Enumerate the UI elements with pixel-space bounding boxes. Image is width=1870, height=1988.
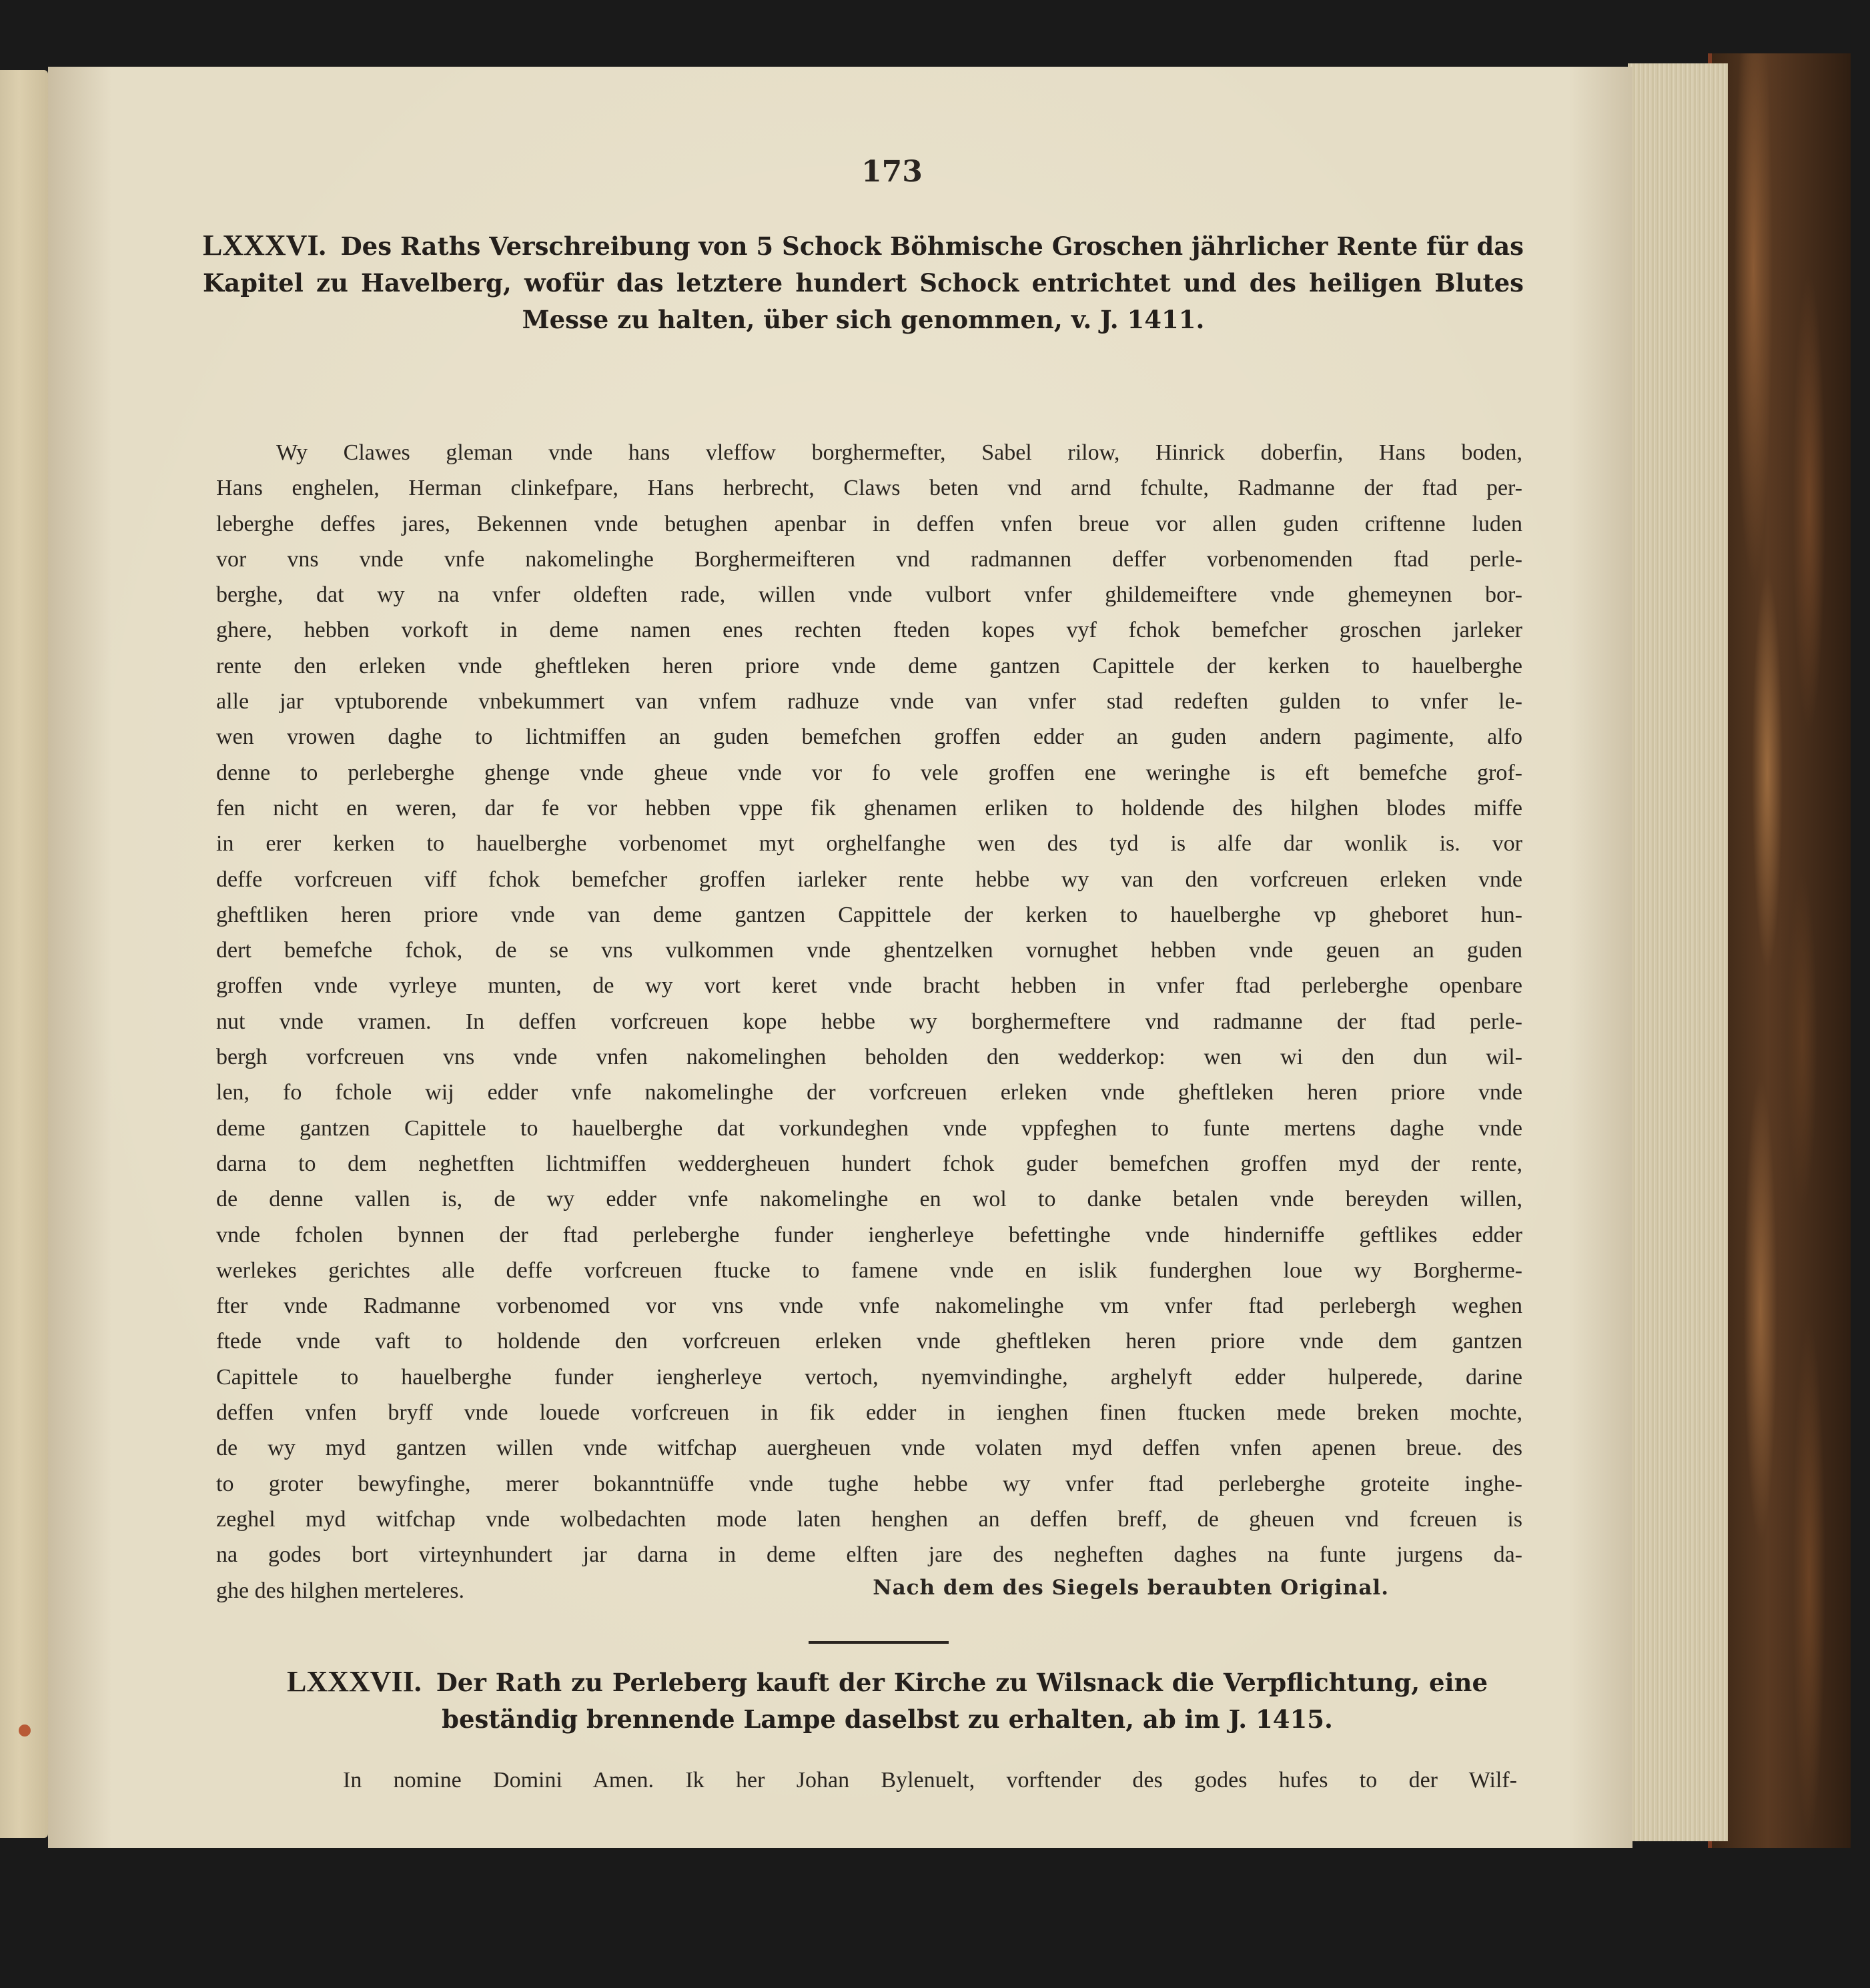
page-stack-edge bbox=[1628, 63, 1728, 1841]
text-line: groffen vnde vyrleye munten, de wy vort keret vnde bracht hebben in vnfer ftad perleberghe openbare bbox=[216, 973, 1522, 999]
text-line: werlekes gerichtes alle deffe vorfcreuen ftucke to famene vnde en islik funderghen loue wy Borgherme- bbox=[216, 1258, 1522, 1283]
text-line: nut vnde vramen. In deffen vorfcreuen kope hebbe wy borghermeftere vnd radmanne der ftad perle- bbox=[216, 1009, 1522, 1034]
document-87-number: LXXXVII. bbox=[287, 1665, 422, 1698]
text-line: denne to perleberghe ghenge vnde gheue vnde vor fo vele groffen ene weringhe is eft bemefche grof- bbox=[216, 760, 1522, 785]
document-87-first-line: In nomine Domini Amen. Ik her Johan Bylenuelt, vorftender des godes hufes to der Wilf- bbox=[343, 1768, 1517, 1793]
text-line: zeghel myd witfchap vnde wolbedachten mode laten henghen an deffen breff, de gheuen vnd fcreuen is bbox=[216, 1506, 1522, 1532]
page-stain-mark bbox=[19, 1724, 31, 1736]
text-line: berghe, dat wy na vnfer oldeften rade, willen vnde vulbort vnfer ghildemeiftere vnde ghemeynen bor- bbox=[216, 582, 1522, 608]
marbled-cover-board bbox=[1708, 53, 1851, 1848]
document-86-number: LXXXVI. bbox=[203, 229, 326, 262]
document-86-title: Des Raths Verschreibung von 5 Schock Böhmische Groschen jährlicher Rente für das Kapitel zu Havelberg, wofür das letztere hundert Schock entrichtet und des heiligen Blutes Messe zu halten, über sich genommen, v. J. 1411. bbox=[203, 231, 1524, 334]
text-line: deme gantzen Capittele to hauelberghe dat vorkundeghen vnde vppfeghen to funte mertens daghe vnde bbox=[216, 1115, 1522, 1141]
text-line: vor vns vnde vnfe nakomelinghe Borghermeifteren vnd radmannen deffer vorbenomenden ftad perle- bbox=[216, 546, 1522, 572]
source-note: Nach dem des Siegels beraubten Original. bbox=[873, 1576, 1389, 1600]
text-line: rente den erleken vnde gheftleken heren priore vnde deme gantzen Capittele der kerken to hauelberghe bbox=[216, 653, 1522, 678]
text-line: fter vnde Radmanne vorbenomed vor vns vnde vnfe nakomelinghe vm vnfer ftad perlebergh weghen bbox=[216, 1294, 1522, 1319]
text-line: de denne vallen is, de wy edder vnfe nakomelinghe en wol to danke betalen vnde bereyden willen, bbox=[216, 1187, 1522, 1212]
text-line: leberghe deffes jares, Bekennen vnde betughen apenbar in deffen vnfen breue vor allen guden criftenne luden bbox=[216, 511, 1522, 536]
section-divider bbox=[809, 1641, 949, 1644]
previous-page-edge bbox=[0, 70, 48, 1838]
text-line: na godes bort virteynhundert jar darna in deme elften jare des negheften daghes na funte jurgens da- bbox=[216, 1542, 1522, 1568]
text-line: ftede vnde vaft to holdende den vorfcreuen erleken vnde gheftleken heren priore vnde dem gantzen bbox=[216, 1329, 1522, 1354]
text-line: deffen vnfen bryff vnde louede vorfcreuen in fik edder in ienghen finen ftucken mede breken mochte, bbox=[216, 1400, 1522, 1426]
text-line: alle jar vptuborende vnbekummert van vnfem radhuze vnde van vnfer stad redeften gulden to vnfer le- bbox=[216, 689, 1522, 714]
text-line: gheftliken heren priore vnde van deme gantzen Cappittele der kerken to hauelberghe vp gheboret hun- bbox=[216, 902, 1522, 927]
text-line: Capittele to hauelberghe funder iengherleye vertoch, nyemvindinghe, arghelyft edder hulperede, darine bbox=[216, 1364, 1522, 1390]
book-page bbox=[48, 67, 1632, 1848]
text-line: ghere, hebben vorkoft in deme namen enes rechten fteden kopes vyf fchok bemefcher groschen jarleker bbox=[216, 618, 1522, 643]
document-87-heading bbox=[287, 1663, 1488, 1738]
text-line: fen nicht en weren, dar fe vor hebben vppe fik ghenamen erliken to holdende des hilghen blodes miffe bbox=[216, 795, 1522, 821]
text-line: de wy myd gantzen willen vnde witfchap auergheuen vnde volaten myd deffen vnfen apenen breue. des bbox=[216, 1436, 1522, 1461]
text-line: len, fo fchole wij edder vnfe nakomelinghe der vorfcreuen erleken vnde gheftleken heren priore vnde bbox=[216, 1080, 1522, 1105]
document-86-heading bbox=[203, 227, 1524, 338]
document-86-body bbox=[216, 435, 1522, 1608]
text-line: darna to dem neghetften lichtmiffen weddergheuen hundert fchok guder bemefchen groffen myd der rente, bbox=[216, 1151, 1522, 1176]
text-line: vnde fcholen bynnen der ftad perleberghe funder iengherleye befettinghe vnde hinderniffe geftlikes edder bbox=[216, 1222, 1522, 1248]
text-line: ghe des hilghen merteleres. bbox=[216, 1578, 464, 1603]
text-line: Wy Clawes gleman vnde hans vleffow borghermefter, Sabel rilow, Hinrick doberfin, Hans boden, bbox=[276, 440, 1522, 465]
text-line: Hans enghelen, Herman clinkefpare, Hans herbrecht, Claws beten vnd arnd fchulte, Radmanne der ftad per- bbox=[216, 476, 1522, 501]
page-number: 173 bbox=[861, 155, 923, 189]
document-87-title: Der Rath zu Perleberg kauft der Kirche zu Wilsnack die Verpflichtung, eine beständig brennende Lampe daselbst zu erhalten, ab im J. 1415. bbox=[436, 1668, 1488, 1734]
text-line: bergh vorfcreuen vns vnde vnfen nakomelinghen beholden den wedderkop: wen wi den dun wil- bbox=[216, 1045, 1522, 1070]
text-line: in erer kerken to hauelberghe vorbenomet myt orghelfanghe wen des tyd is alfe dar wonlik is. vor bbox=[216, 831, 1522, 857]
text-line: deffe vorfcreuen viff fchok bemefcher groffen iarleker rente hebbe wy van den vorfcreuen erleken vnde bbox=[216, 867, 1522, 892]
text-line: dert bemefche fchok, de se vns vulkommen vnde ghentzelken vornughet hebben vnde geuen an guden bbox=[216, 938, 1522, 963]
text-line: to groter bewyfinghe, merer bokanntnüffe vnde tughe hebbe wy vnfer ftad perleberghe groteite inghe- bbox=[216, 1471, 1522, 1496]
text-line: wen vrowen daghe to lichtmiffen an guden bemefchen groffen edder an guden andern pagimente, alfo bbox=[216, 724, 1522, 750]
